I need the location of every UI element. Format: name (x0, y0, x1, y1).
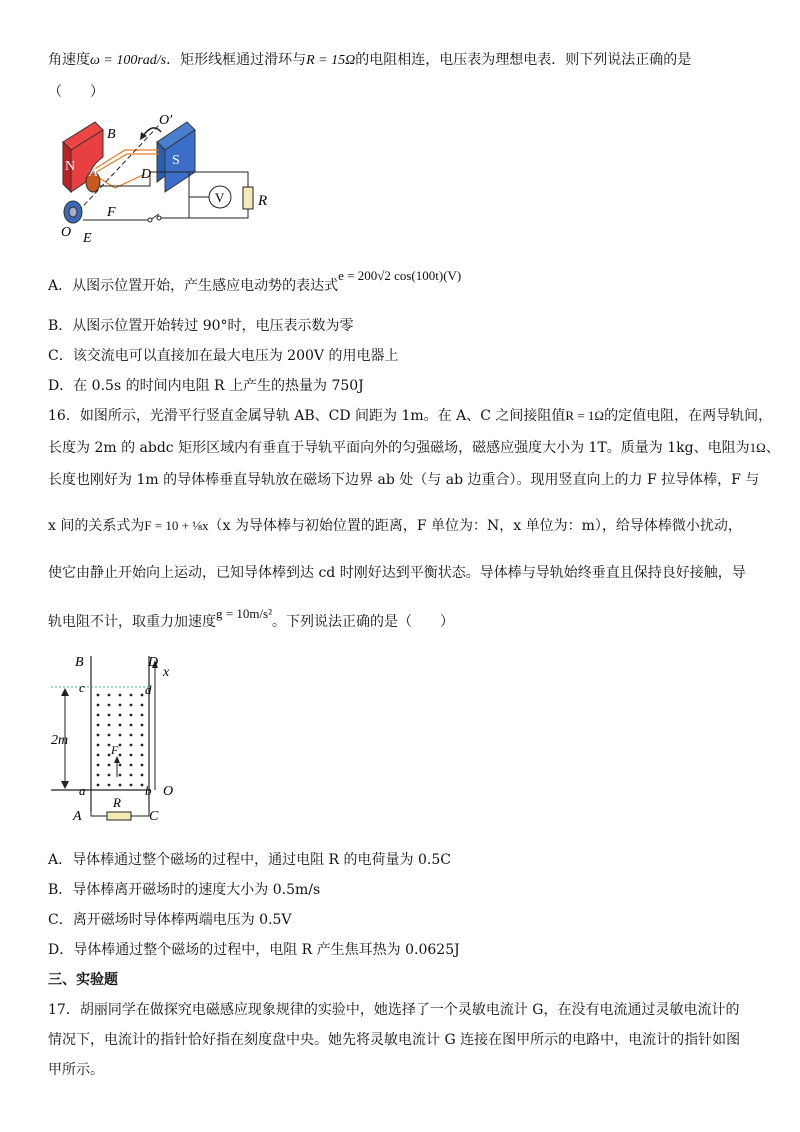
q17-line1: 17．胡丽同学在做探究电磁感应现象规律的实验中，她选择了一个灵敏电流计 G，在没有电流通过灵敏电流计的 (48, 1002, 740, 1018)
q16-text-5: x 间的关系式为 (48, 518, 145, 534)
field-dot (108, 724, 111, 727)
label-c: c (79, 680, 85, 695)
generator-figure (55, 112, 285, 247)
field-dot (119, 734, 122, 737)
label-x: x (163, 665, 170, 680)
q16-stem-line2 (48, 438, 780, 458)
field-dot (119, 754, 122, 757)
q16-text-4: 、 (765, 440, 780, 456)
label-small-d: d (145, 682, 152, 697)
section-heading: 三、实验题 (48, 972, 118, 988)
label-o: O (163, 784, 174, 799)
q16-option-d: D．导体棒通过整个磁场的过程中，电阻 R 产生焦耳热为 0.0625J (48, 942, 460, 958)
field-dot (119, 704, 122, 707)
bar-resistance-formula: 1Ω (749, 440, 766, 455)
label-r: R (113, 795, 121, 810)
point-b-label: B (107, 127, 116, 142)
point-a-label: A (89, 165, 98, 180)
field-dot (108, 734, 111, 737)
label-a-cap: A (73, 809, 82, 824)
q17-line2: 情况下，电流计的指针恰好指在刻度盘中央。她先将灵敏电流计 G 连接在图甲所示的电路中，电流计的指针如图 (48, 1032, 741, 1048)
q16-option-a: A．导体棒通过整个磁场的过程中，通过电阻 R 的电荷量为 0.5C (48, 852, 451, 868)
emf-formula: e = 200√2 cos(100t)(V) (338, 268, 462, 283)
label-b-small: b (145, 783, 152, 798)
q16-stem-line1 (48, 406, 772, 426)
field-dot (97, 724, 100, 727)
north-label: N (65, 159, 76, 174)
label-b: B (75, 655, 84, 670)
point-e-label: E (83, 231, 92, 246)
q15-option-a (48, 268, 462, 296)
field-dot (130, 714, 133, 717)
field-dot (97, 764, 100, 767)
q15-option-b: B．从图示位置开始转过 90°时，电压表示数为零 (48, 318, 354, 334)
field-dot (108, 714, 111, 717)
field-dot (97, 714, 100, 717)
q16-text-6: （x 为导体棒与初始位置的距离，F 单位为：N，x 单位为：m），给导体棒微小扰动， (208, 518, 742, 534)
field-dot (119, 784, 122, 787)
q16-text: 16．如图所示，光滑平行竖直金属导轨 AB、CD 间距为 1m。在 A、C 之间接阻值 (48, 408, 566, 424)
resistor-symbol-r (107, 812, 131, 820)
q15-stem-line1 (48, 50, 691, 71)
field-dot (119, 764, 122, 767)
field-dot (141, 734, 144, 737)
field-dot (97, 784, 100, 787)
field-dot (108, 764, 111, 767)
field-dot (130, 704, 133, 707)
q17-line3: 甲所示。 (48, 1062, 104, 1078)
q16-text-8: 。下列说法正确的是（ ） (272, 614, 455, 630)
point-f-label: F (107, 205, 116, 220)
q16-stem-line3: 长度也刚好为 1m 的导体棒垂直导轨放在磁场下边界 ab 处（与 ab 边重合）。现用竖直向上的力 F 拉导体棒，F 与 (48, 472, 760, 488)
q15-intro-text-3: 的电阻相连，电压表为理想电表．则下列说法正确的是 (355, 52, 692, 68)
q15-option-d: D．在 0.5s 的时间内电阻 R 上产生的热量为 750J (48, 378, 364, 394)
field-dot (108, 704, 111, 707)
resistor-label: R (258, 193, 268, 209)
field-dot (141, 744, 144, 747)
field-dot (108, 774, 111, 777)
q16-option-c: C．离开磁场时导体棒两端电压为 0.5V (48, 912, 292, 928)
label-f: F (111, 743, 119, 757)
field-dot (97, 754, 100, 757)
rail-field-figure (45, 652, 195, 827)
axis-oprime-label: O′ (159, 113, 173, 128)
q16-option-b: B．导体棒离开磁场时的速度大小为 0.5m/s (48, 882, 321, 898)
point-d-label: D (141, 167, 152, 182)
field-dot (130, 754, 133, 757)
field-dot (141, 714, 144, 717)
omega-formula: ω = 100rad/s (90, 53, 167, 68)
magnetic-field-dots (97, 694, 144, 787)
field-dot (130, 724, 133, 727)
field-dot (97, 734, 100, 737)
force-formula: F = 10 + ⅛x (144, 518, 209, 533)
label-c-cap: C (149, 809, 159, 824)
r-formula: R = 1Ω (565, 408, 605, 423)
q16-stem-line5: 使它由静止开始向上运动，已知导体棒到达 cd 时刚好达到平衡状态。导体棒与导轨始终垂直且保持良好接触，导 (48, 565, 746, 581)
field-dot (141, 754, 144, 757)
field-dot (119, 744, 122, 747)
field-dot (130, 774, 133, 777)
field-dot (97, 704, 100, 707)
label-2m: 2m (51, 733, 69, 748)
field-dot (119, 774, 122, 777)
field-dot (141, 764, 144, 767)
field-dot (108, 694, 111, 697)
svg-text:V: V (215, 190, 225, 205)
q16-stem-line4 (48, 516, 742, 536)
q15-option-a-text: A．从图示位置开始，产生感应电动势的表达式 (48, 278, 339, 294)
q16-stem-line6 (48, 606, 455, 632)
q15-intro-text: 角速度 (48, 52, 90, 68)
q16-text-2: 的定值电阻，在两导轨间， (604, 408, 773, 424)
field-dot (119, 714, 122, 717)
resistance-formula: R = 15Ω (306, 53, 356, 68)
field-dot (141, 774, 144, 777)
field-dot (97, 744, 100, 747)
field-dot (119, 694, 122, 697)
label-d: D (148, 655, 159, 670)
q16-text-7: 轨电阻不计，取重力加速度 (48, 614, 216, 630)
field-dot (130, 764, 133, 767)
resistor-symbol (243, 187, 253, 209)
label-a: a (79, 783, 86, 798)
field-dot (141, 694, 144, 697)
field-dot (141, 724, 144, 727)
field-dot (141, 704, 144, 707)
q15-answer-paren: （ ） (48, 84, 104, 100)
south-label: S (172, 153, 180, 168)
field-dot (108, 784, 111, 787)
q16-text-3: 长度为 2m 的 abdc 矩形区域内有垂直于导轨平面向外的匀强磁场，磁感应强度大小为 1T。质量为 1kg、电阻为 (48, 440, 750, 456)
field-dot (130, 734, 133, 737)
field-dot (108, 744, 111, 747)
field-dot (130, 744, 133, 747)
field-dot (108, 754, 111, 757)
q15-intro-text-2: ．矩形线框通过滑环与 (166, 52, 307, 68)
q15-option-c: C．该交流电可以直接加在最大电压为 200V 的用电器上 (48, 348, 399, 364)
field-dot (130, 784, 133, 787)
field-dot (141, 784, 144, 787)
gravity-formula: g = 10m/s² (216, 606, 273, 621)
field-dot (130, 694, 133, 697)
field-dot (97, 774, 100, 777)
axis-o-label: O (61, 225, 72, 240)
field-dot (119, 724, 122, 727)
field-dot (97, 694, 100, 697)
